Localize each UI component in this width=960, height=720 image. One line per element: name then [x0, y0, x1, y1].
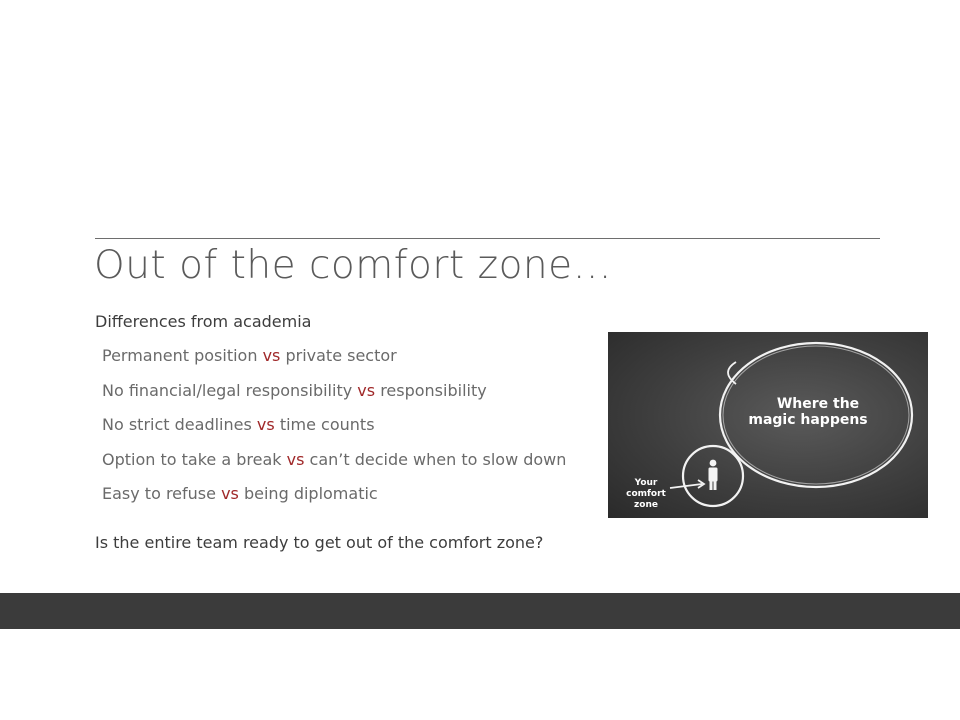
list-item [102, 345, 566, 380]
comparison-list [102, 345, 566, 518]
magic-label-line2: magic happens [748, 412, 868, 428]
list-item [102, 380, 566, 415]
magic-label-line1: Where the [776, 396, 860, 412]
comfort-label-line3: zone [634, 500, 658, 510]
closing-question: Is the entire team ready to get out of the comfort zone? [95, 533, 544, 552]
item-left: Permanent position [102, 346, 258, 365]
comfort-zone-illustration [608, 332, 928, 518]
item-left: Option to take a break [102, 449, 282, 469]
item-right: responsibility [380, 380, 487, 400]
item-left: No strict deadlines [102, 415, 252, 434]
item-left: No financial/legal responsibility [102, 380, 353, 400]
vs-label: vs [286, 449, 305, 469]
slide-title: Out of the comfort zone… [94, 243, 613, 288]
item-right: being diplomatic [243, 484, 378, 503]
item-left: Easy to refuse [102, 484, 216, 503]
vs-label: vs [357, 380, 376, 400]
comfort-label-line1: Your [634, 478, 658, 488]
list-item [102, 414, 566, 449]
person-icon [709, 460, 718, 490]
list-item [102, 449, 566, 484]
footer-band [0, 593, 960, 629]
item-right: time counts [279, 415, 375, 434]
list-item [102, 483, 566, 518]
item-right: private sector [285, 346, 397, 365]
title-divider [95, 238, 880, 239]
vs-label: vs [221, 484, 239, 503]
comfort-zone-image [608, 332, 928, 518]
item-right: can’t decide when to slow down [309, 449, 567, 469]
section-heading: Differences from academia [95, 312, 312, 331]
vs-label: vs [256, 415, 275, 434]
comfort-label-line2: comfort [626, 489, 666, 499]
vs-label: vs [262, 346, 281, 365]
